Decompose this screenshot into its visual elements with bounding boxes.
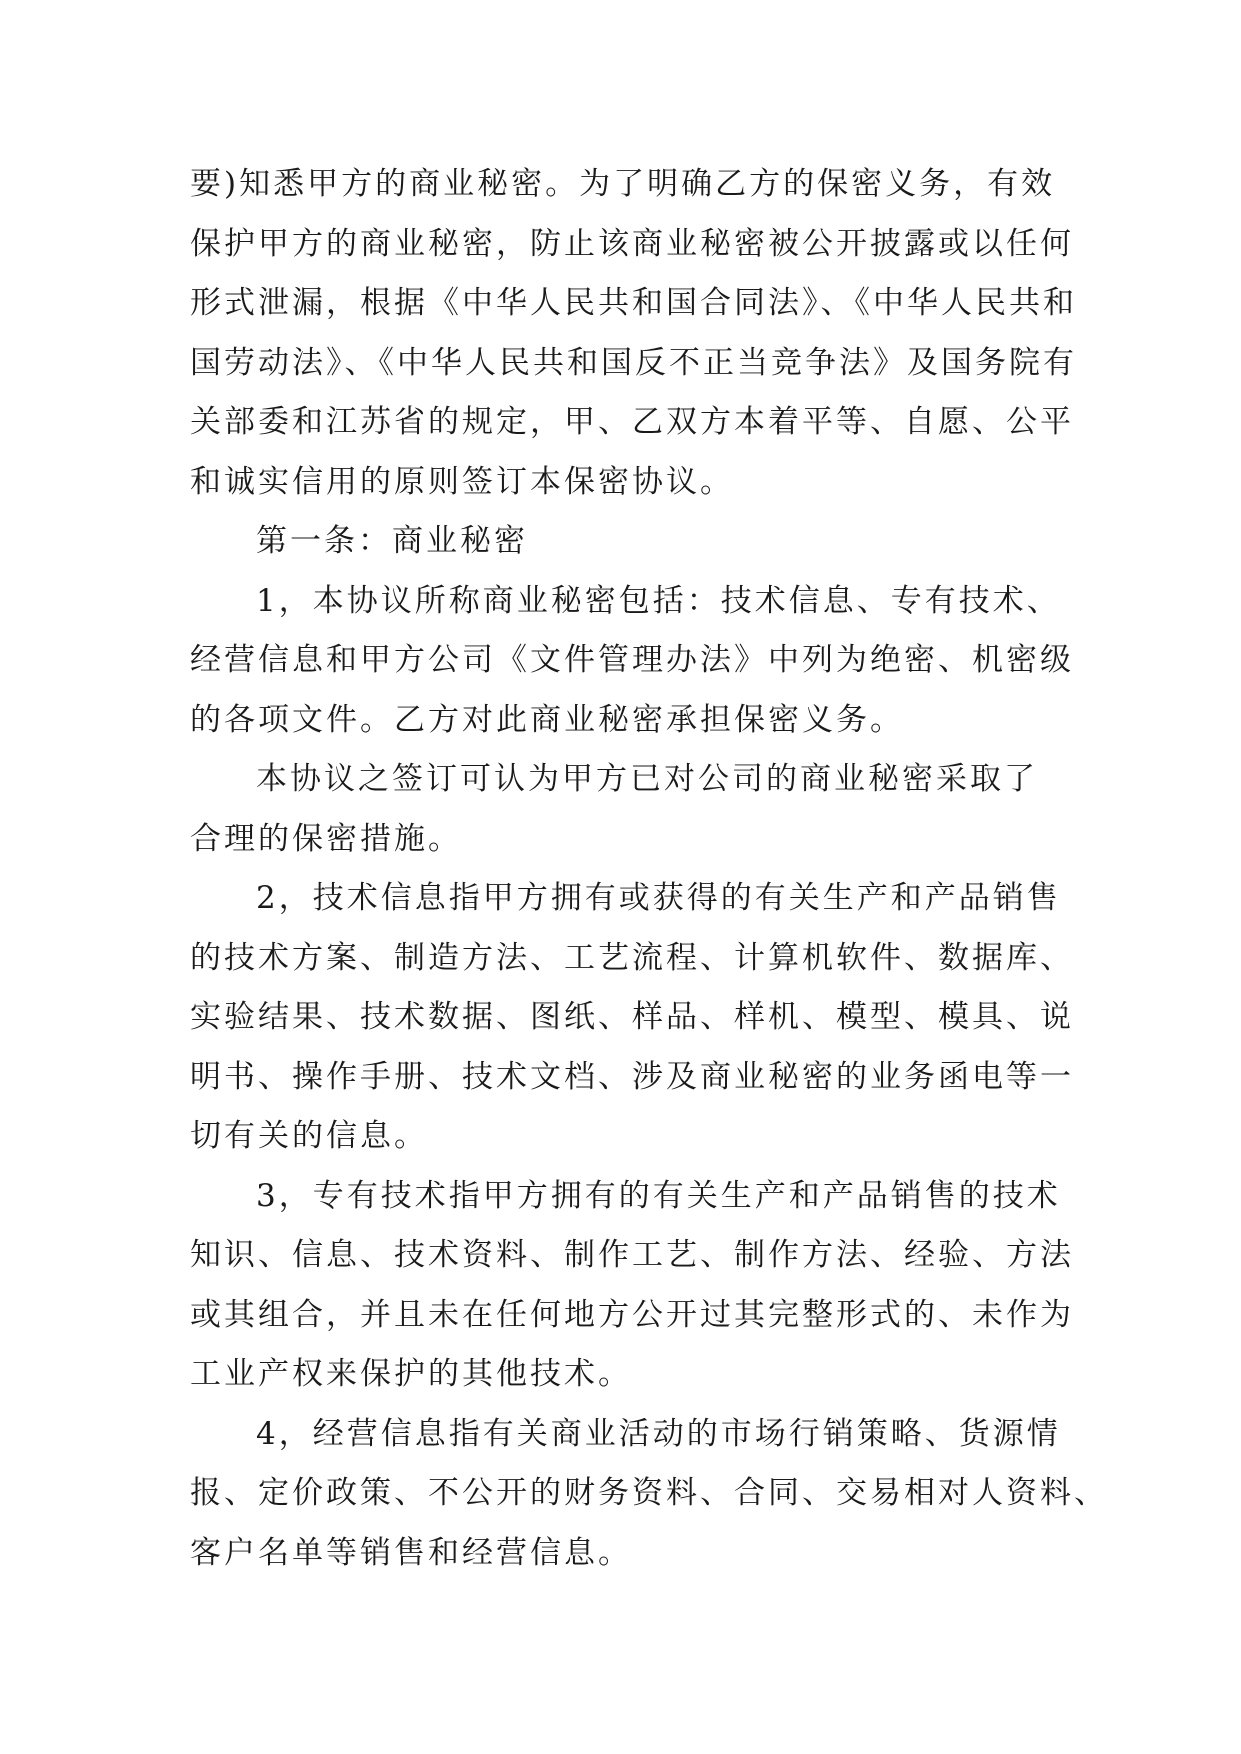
text-line: 2，技术信息指甲方拥有或获得的有关生产和产品销售 [256, 880, 1061, 916]
text-line: 实验结果、技术数据、图纸、样品、样机、模型、模具、说 [190, 999, 1074, 1035]
text-line: 合理的保密措施。 [190, 820, 462, 857]
text-line: 4，经营信息指有关商业活动的市场行销策略、货源情 [256, 1415, 1061, 1452]
text-line: 本协议之签订可认为甲方已对公司的商业秘密采取了 [256, 761, 1038, 797]
document-body [190, 155, 1108, 1583]
text-line: 要)知悉甲方的商业秘密。为了明确乙方的保密义务，有效 [190, 166, 1056, 202]
text-line: 工业产权来保护的其他技术。 [190, 1356, 632, 1392]
text-line: 或其组合，并且未在任何地方公开过其完整形式的、未作为 [190, 1296, 1074, 1333]
text-line: 3，专有技术指甲方拥有的有关生产和产品销售的技术 [256, 1177, 1061, 1214]
text-line: 1，本协议所称商业秘密包括：技术信息、专有技术、 [256, 582, 1061, 619]
text-line: 的各项文件。乙方对此商业秘密承担保密义务。 [190, 701, 904, 738]
text-line: 的技术方案、制造方法、工艺流程、计算机软件、数据库、 [190, 939, 1074, 976]
text-line: 客户名单等销售和经营信息。 [190, 1534, 632, 1571]
text-line: 关部委和江苏省的规定，甲、乙双方本着平等、自愿、公平 [190, 404, 1074, 440]
text-line: 明书、操作手册、技术文档、涉及商业秘密的业务函电等一 [190, 1058, 1074, 1095]
text-line: 保护甲方的商业秘密，防止该商业秘密被公开披露或以任何 [190, 225, 1074, 262]
text-line: 和诚实信用的原则签订本保密协议。 [190, 463, 734, 500]
text-line: 经营信息和甲方公司《文件管理办法》中列为绝密、机密级 [190, 642, 1074, 678]
text-line: 国劳动法》、《中华人民共和国反不正当竞争法》及国务院有 [190, 344, 1077, 381]
text-line: 形式泄漏，根据《中华人民共和国合同法》、《中华人民共和 [190, 285, 1077, 321]
text-line: 切有关的信息。 [190, 1118, 428, 1154]
text-line: 报、定价政策、不公开的财务资料、合同、交易相对人资料、 [190, 1475, 1108, 1511]
text-line: 第一条：商业秘密 [256, 523, 528, 559]
text-line: 知识、信息、技术资料、制作工艺、制作方法、经验、方法 [190, 1237, 1074, 1273]
